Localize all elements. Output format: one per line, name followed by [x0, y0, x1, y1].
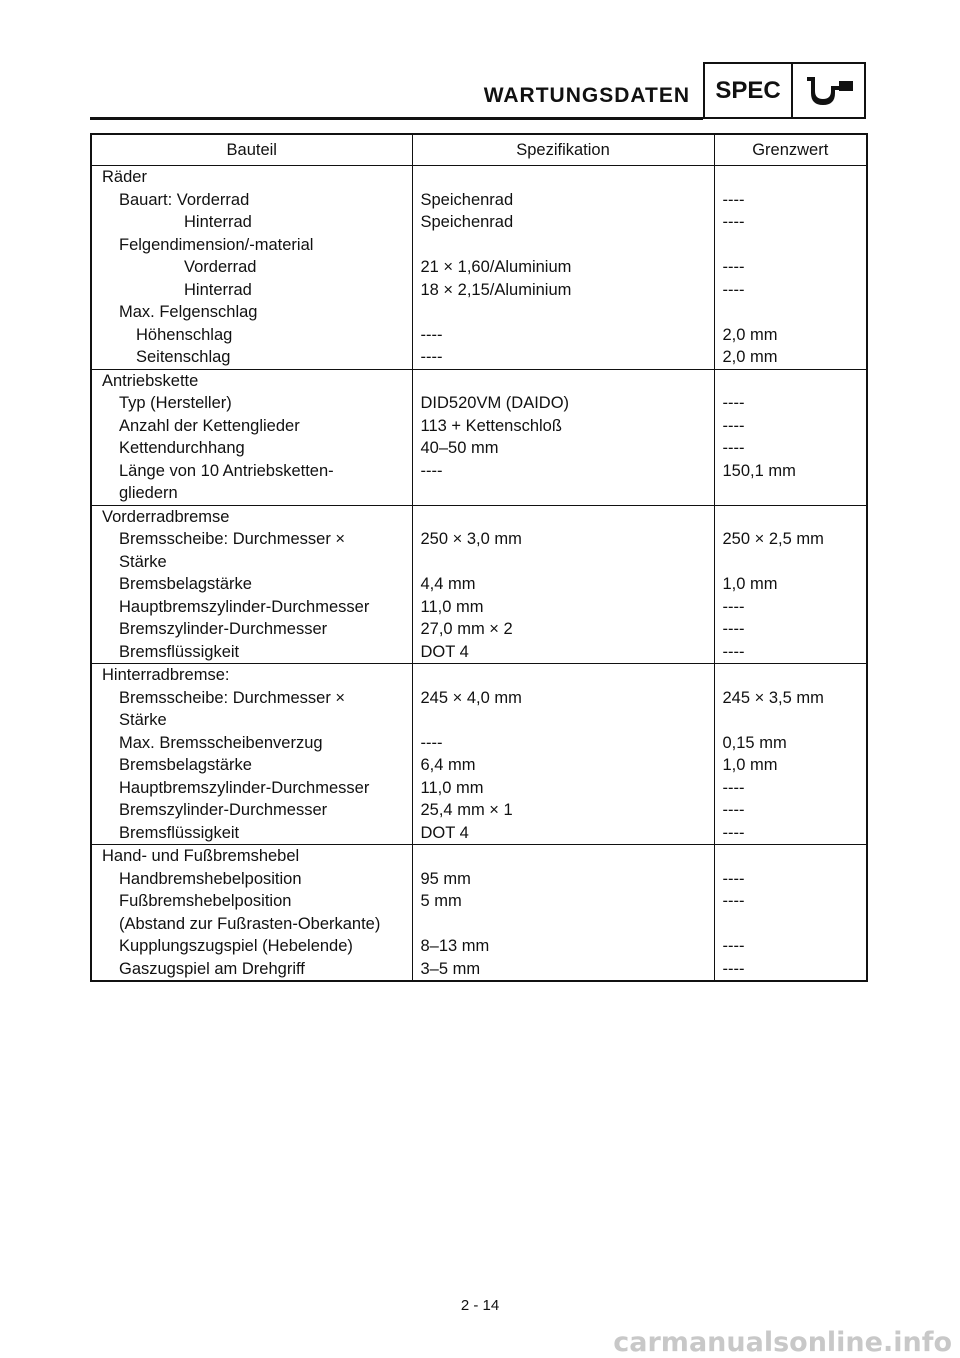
table-row [92, 799, 866, 822]
cell-bauteil: (Abstand zur Fußrasten-Oberkante) [119, 914, 381, 933]
cell-grenzwert: ---- [714, 415, 866, 438]
cell-grenzwert: ---- [714, 641, 866, 664]
table-row [92, 279, 866, 302]
table-row [92, 935, 866, 958]
cell-bauteil: Hauptbremszylinder-Durchmesser [119, 778, 370, 797]
cell-grenzwert [714, 709, 866, 732]
cell-grenzwert: 250 × 2,5 mm [714, 528, 866, 551]
cell-spezifikation [412, 234, 714, 257]
cell-spezifikation: 27,0 mm × 2 [412, 618, 714, 641]
cell-grenzwert: 245 × 3,5 mm [714, 687, 866, 710]
group-title: Hinterradbremse: [102, 666, 230, 684]
cell-grenzwert: ---- [714, 437, 866, 460]
cell-spezifikation: ---- [412, 460, 714, 483]
group-title-row [92, 664, 866, 687]
cell-grenzwert: 2,0 mm [714, 346, 866, 369]
spec-badge [703, 62, 866, 119]
table-row [92, 482, 866, 505]
cell-grenzwert: 0,15 mm [714, 732, 866, 755]
table-row [92, 415, 866, 438]
cell-spezifikation: 245 × 4,0 mm [412, 687, 714, 710]
cell-spezifikation: ---- [412, 732, 714, 755]
cell-grenzwert: 150,1 mm [714, 460, 866, 483]
spec-table [90, 133, 868, 982]
cell-bauteil: Handbremshebelposition [119, 869, 302, 888]
cell-grenzwert [714, 913, 866, 936]
cell-bauteil: Bremsbelagstärke [119, 756, 252, 774]
cell-spezifikation: ---- [412, 324, 714, 347]
page-number: 2 - 14 [460, 1297, 500, 1314]
cell-spezifikation: 11,0 mm [412, 596, 714, 619]
cell-grenzwert: ---- [714, 189, 866, 212]
spec-label: SPEC [705, 64, 793, 117]
table-row [92, 301, 866, 324]
cell-grenzwert: ---- [714, 256, 866, 279]
cell-grenzwert: ---- [714, 618, 866, 641]
watermark: carmanualsonline.info [613, 1327, 952, 1358]
cell-grenzwert [714, 482, 866, 505]
cell-grenzwert: ---- [714, 596, 866, 619]
cell-spezifikation: Speichenrad [412, 211, 714, 234]
cell-spezifikation [412, 301, 714, 324]
cell-grenzwert: ---- [714, 958, 866, 981]
table-row [92, 437, 866, 460]
cell-bauteil: Gaszugspiel am Drehgriff [119, 959, 305, 978]
table-row [92, 189, 866, 212]
cell-bauteil: Bremsscheibe: Durchmesser × [119, 530, 346, 548]
group-title-row [92, 845, 866, 868]
cell-spezifikation: 95 mm [412, 868, 714, 891]
group-title-row [92, 166, 866, 189]
table-group [92, 166, 866, 370]
table-row [92, 618, 866, 641]
cell-spezifikation [412, 913, 714, 936]
table-group [92, 664, 866, 845]
cell-bauteil: Anzahl der Kettenglieder [119, 416, 300, 435]
cell-spezifikation: 40–50 mm [412, 437, 714, 460]
cell-grenzwert: 1,0 mm [714, 754, 866, 777]
cell-bauteil: Bremsflüssigkeit [119, 823, 240, 842]
table-row [92, 596, 866, 619]
cell-grenzwert [714, 551, 866, 574]
table-group [92, 845, 866, 981]
table-row [92, 913, 866, 936]
table-row [92, 346, 866, 369]
header-divider [90, 117, 703, 120]
cell-bauteil: Stärke [119, 711, 167, 729]
table-row [92, 822, 866, 845]
table-group [92, 505, 866, 664]
cell-grenzwert: ---- [714, 868, 866, 891]
table-row [92, 211, 866, 234]
table-row [92, 460, 866, 483]
cell-bauteil: Vorderrad [184, 258, 257, 276]
group-title-row [92, 369, 866, 392]
cell-bauteil: Bremsbelagstärke [119, 575, 252, 593]
cell-spezifikation: ---- [412, 346, 714, 369]
cell-grenzwert: ---- [714, 392, 866, 415]
cell-bauteil: Stärke [119, 552, 167, 571]
table-row [92, 777, 866, 800]
cell-bauteil: Kettendurchhang [119, 439, 245, 457]
cell-bauteil: Max. Felgenschlag [119, 303, 258, 321]
cell-grenzwert: ---- [714, 799, 866, 822]
cell-bauteil: Bremsflüssigkeit [119, 642, 240, 661]
cell-bauteil: Bremszylinder-Durchmesser [119, 801, 328, 819]
cell-spezifikation: 21 × 1,60/Aluminium [412, 256, 714, 279]
table-row [92, 754, 866, 777]
cell-grenzwert: 2,0 mm [714, 324, 866, 347]
cell-spezifikation: 250 × 3,0 mm [412, 528, 714, 551]
table-row [92, 732, 866, 755]
cell-bauteil: Bremsscheibe: Durchmesser × [119, 688, 346, 707]
group-title: Antriebskette [102, 371, 199, 390]
table-row [92, 392, 866, 415]
cell-spezifikation: 8–13 mm [412, 935, 714, 958]
cell-grenzwert: ---- [714, 822, 866, 845]
table-row [92, 324, 866, 347]
cell-spezifikation: 113 + Kettenschloß [412, 415, 714, 438]
table-row [92, 234, 866, 257]
table-row [92, 551, 866, 574]
column-header-bauteil: Bauteil [92, 135, 412, 166]
cell-spezifikation: 5 mm [412, 890, 714, 913]
page-title: WARTUNGSDATEN [483, 84, 690, 107]
group-title: Räder [102, 168, 147, 186]
table-row [92, 573, 866, 596]
cell-bauteil: Bauart: Vorderrad [119, 190, 250, 209]
cell-bauteil: Fußbremshebelposition [119, 892, 292, 910]
cell-grenzwert: ---- [714, 890, 866, 913]
cell-spezifikation: DID520VM (DAIDO) [412, 392, 714, 415]
column-header-grenzwert: Grenzwert [714, 135, 866, 166]
group-title: Vorderradbremse [102, 507, 230, 526]
cell-bauteil: Felgendimension/-material [119, 235, 314, 254]
cell-spezifikation: DOT 4 [412, 641, 714, 664]
cell-grenzwert: ---- [714, 279, 866, 302]
group-title: Hand- und Fußbremshebel [102, 847, 300, 865]
cell-spezifikation: 6,4 mm [412, 754, 714, 777]
cell-bauteil: Bremszylinder-Durchmesser [119, 620, 328, 638]
cell-grenzwert: 1,0 mm [714, 573, 866, 596]
cell-bauteil: Max. Bremsscheibenverzug [119, 733, 323, 752]
cell-grenzwert: ---- [714, 211, 866, 234]
table-row [92, 528, 866, 551]
table-row [92, 958, 866, 981]
cell-bauteil: Höhenschlag [136, 325, 233, 344]
column-header-spezifikation: Spezifikation [412, 135, 714, 166]
table-row [92, 641, 866, 664]
cell-spezifikation: Speichenrad [412, 189, 714, 212]
cell-bauteil: Hinterrad [184, 280, 252, 299]
cell-bauteil: gliedern [119, 484, 178, 502]
cell-spezifikation: 3–5 mm [412, 958, 714, 981]
table-row [92, 687, 866, 710]
cell-spezifikation: 18 × 2,15/Aluminium [412, 279, 714, 302]
cell-spezifikation: 25,4 mm × 1 [412, 799, 714, 822]
cell-spezifikation: 4,4 mm [412, 573, 714, 596]
table-row [92, 890, 866, 913]
cell-grenzwert: ---- [714, 777, 866, 800]
table-header-row [92, 135, 866, 166]
cell-spezifikation: DOT 4 [412, 822, 714, 845]
cell-spezifikation [412, 482, 714, 505]
cell-spezifikation [412, 551, 714, 574]
cell-bauteil: Hinterrad [184, 213, 252, 231]
cell-spezifikation: 11,0 mm [412, 777, 714, 800]
cell-grenzwert: ---- [714, 935, 866, 958]
table-row [92, 256, 866, 279]
table-row [92, 709, 866, 732]
cell-grenzwert [714, 301, 866, 324]
cell-bauteil: Hauptbremszylinder-Durchmesser [119, 597, 370, 616]
cell-bauteil: Kupplungszugspiel (Hebelende) [119, 937, 353, 955]
table-group [92, 369, 866, 505]
cell-bauteil: Seitenschlag [136, 348, 231, 366]
cell-grenzwert [714, 234, 866, 257]
cell-spezifikation [412, 709, 714, 732]
cell-bauteil: Typ (Hersteller) [119, 394, 232, 412]
group-title-row [92, 505, 866, 528]
table-row [92, 868, 866, 891]
cell-bauteil: Länge von 10 Antriebsketten- [119, 461, 334, 480]
wrench-icon [793, 64, 864, 117]
